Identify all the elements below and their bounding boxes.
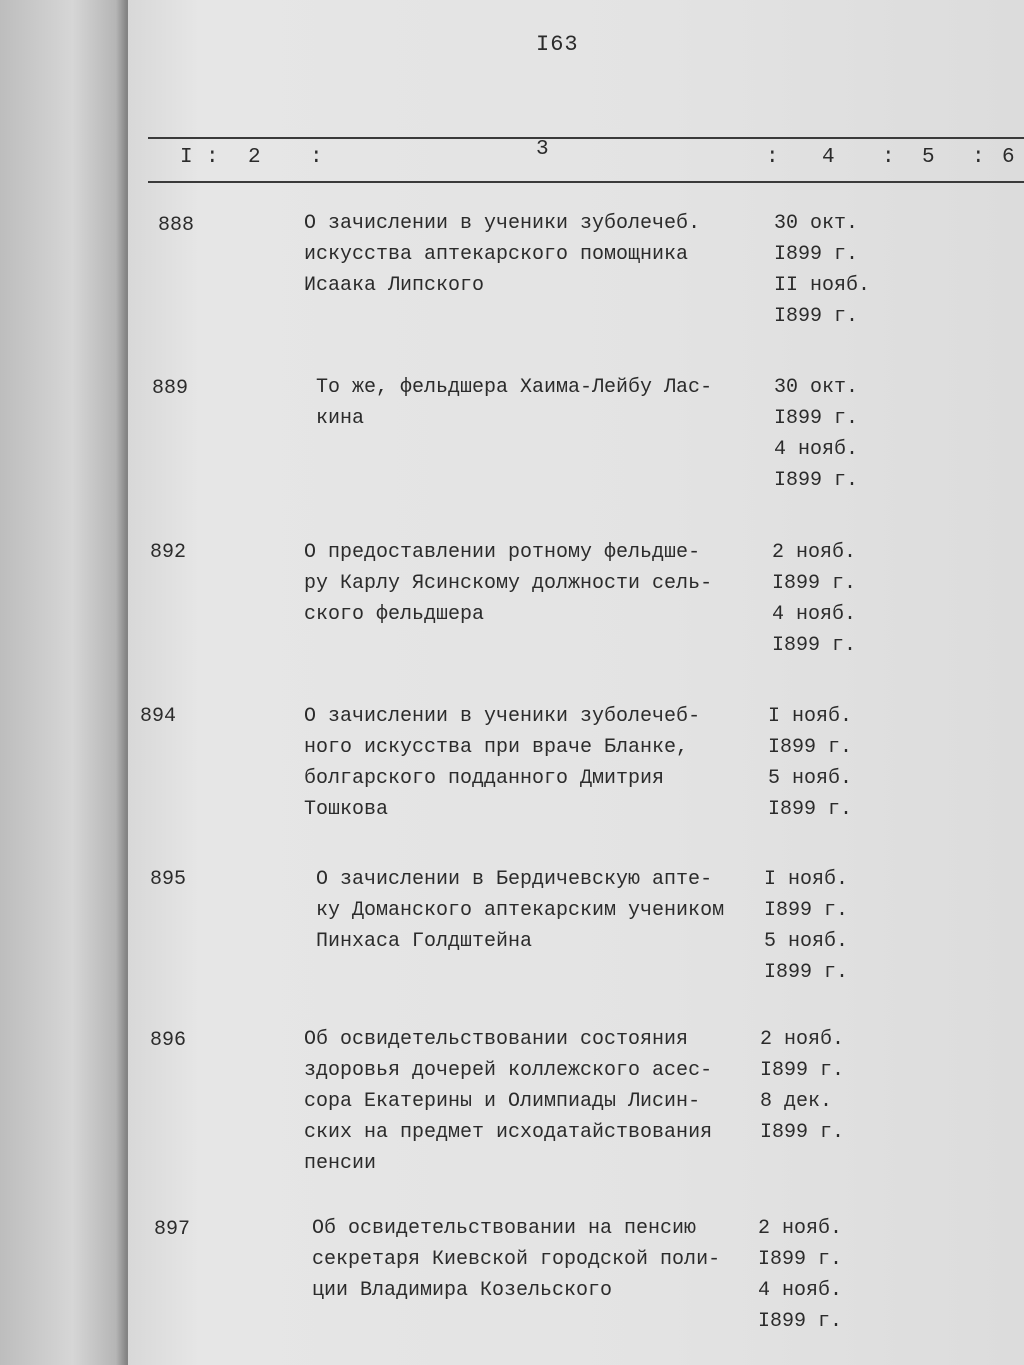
column-header-1: I: [180, 146, 193, 169]
entry-number: 894: [140, 705, 177, 728]
entry-dates: 2 нояб. I899 г. 4 нояб. I899 г.: [758, 1217, 843, 1333]
entry-number: 892: [150, 541, 187, 564]
column-header-3: 3: [536, 138, 549, 161]
entry-description: То же, фельдшера Хаима-Лейбу Лас- кина: [316, 376, 713, 430]
entry-number: 896: [150, 1029, 187, 1052]
column-header-separator: :: [310, 146, 323, 169]
column-header-6: 6: [1002, 146, 1015, 169]
entry-dates: 2 нояб. I899 г. 4 нояб. I899 г.: [772, 541, 857, 657]
column-header-separator: :: [972, 146, 985, 169]
left-facing-page: [0, 0, 132, 1365]
entry-dates: 30 окт. I899 г. II нояб. I899 г.: [774, 212, 871, 328]
header-rule-top: [148, 137, 1024, 139]
entry-number: 897: [154, 1218, 191, 1241]
column-header-4: 4: [822, 146, 835, 169]
column-header-separator: :: [766, 146, 779, 169]
entry-dates: 2 нояб. I899 г. 8 дек. I899 г.: [760, 1028, 845, 1144]
page-number: I63: [536, 32, 579, 57]
entry-description: О зачислении в Бердичевскую апте- ку Доманского аптекарским учеником Пинхаса Голдштейна: [316, 868, 725, 953]
column-header-5: 5: [922, 146, 935, 169]
entry-description: О предоставлении ротному фельдше- ру Карлу Ясинскому должности сель- ского фельдшера: [304, 541, 713, 626]
entry-description: О зачислении в ученики зуболечеб. искусства аптекарского помощника Исаака Липского: [304, 212, 701, 297]
entry-number: 895: [150, 868, 187, 891]
entry-description: О зачислении в ученики зуболечеб- ного искусства при враче Бланке, болгарского подданного Дмитрия Тошкова: [304, 705, 701, 821]
column-header-separator: :: [206, 146, 219, 169]
entry-number: 888: [158, 214, 195, 237]
entry-description: Об освидетельствовании состояния здоровья дочерей коллежского асес- сора Екатерины и Олимпиады Лисин- ских на предмет исходатайствования пенсии: [304, 1028, 713, 1175]
entry-dates: I нояб. I899 г. 5 нояб. I899 г.: [764, 868, 849, 984]
entry-dates: 30 окт. I899 г. 4 нояб. I899 г.: [774, 376, 859, 492]
entry-number: 889: [152, 377, 189, 400]
column-header-2: 2: [248, 146, 261, 169]
header-rule-bottom: [148, 181, 1024, 183]
column-header-separator: :: [882, 146, 895, 169]
entry-dates: I нояб. I899 г. 5 нояб. I899 г.: [768, 705, 853, 821]
entry-description: Об освидетельствовании на пенсию секретаря Киевской городской поли- ции Владимира Козельского: [312, 1217, 721, 1302]
